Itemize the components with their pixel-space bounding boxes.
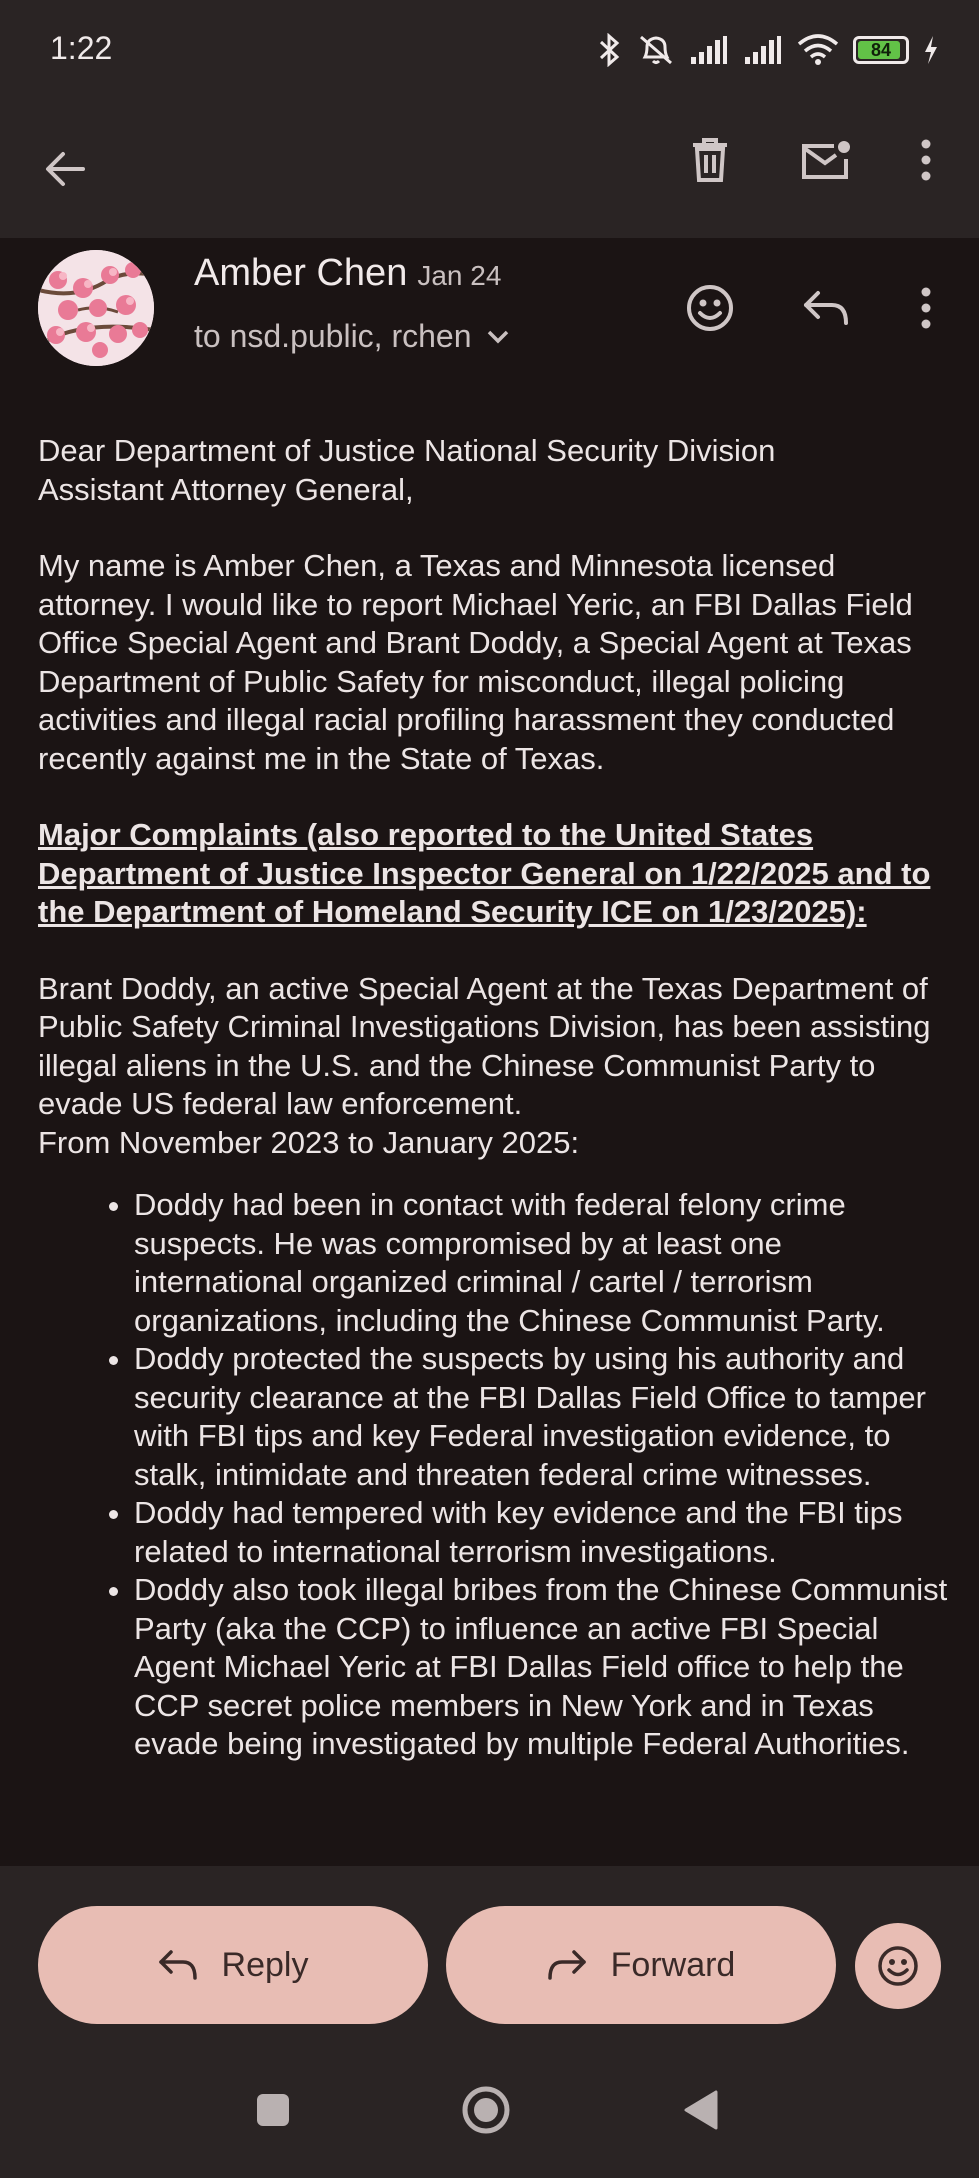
emoji-icon [876,1944,920,1988]
forward-label: Forward [610,1945,736,1984]
mark-unread-button[interactable] [791,125,861,195]
reply-button[interactable] [38,1906,428,2024]
more-vert-icon [920,286,932,330]
bottom-action-bar [0,1866,979,2042]
battery-icon [853,36,909,64]
complaint-list [38,1186,948,1764]
reply-icon-button[interactable] [791,273,861,343]
greeting [38,432,948,509]
recents-button[interactable] [238,2075,308,2145]
signal-icon [743,35,783,65]
square-icon [255,2092,291,2128]
app-bar [0,100,979,238]
email-date: Jan 24 [417,260,502,291]
home-button[interactable] [451,2075,521,2145]
sender-header [0,238,979,388]
forward-button[interactable] [446,1906,836,2024]
reply-label: Reply [221,1945,309,1984]
body-paragraph: Brant Doddy, an active Special Agent at the Texas Department of Public Safety Criminal Investigations Division, has been assisting illegal aliens in the U.S. and the Chinese Communist Party to evade US federal law enforcement. [38,970,931,1121]
charging-icon [923,35,939,65]
greeting-line-2: Assistant Attorney General, [38,471,414,507]
delete-icon [690,137,730,183]
add-reaction-button[interactable] [675,273,745,343]
period-line: From November 2023 to January 2025: [38,1124,580,1160]
system-nav-bar [0,2042,979,2178]
sender-name [194,252,501,295]
status-icons [597,30,939,70]
recipients[interactable] [194,318,510,355]
react-button[interactable] [855,1923,941,2009]
delete-button[interactable] [675,125,745,195]
emoji-icon [685,283,735,333]
signal-icon [689,35,729,65]
more-options-button[interactable] [891,125,961,195]
mute-icon [637,33,675,67]
intro-paragraph: My name is Amber Chen, a Texas and Minnesota licensed attorney. I would like to report Michael Yeric, an FBI Dallas Field Office Special Agent and Brant Doddy, a Special Agent at Texas Department of Public Safety for misconduct, illegal policing activities and illegal racial profiling harassment they conducted recently against me in the State of Texas. [38,548,913,776]
wifi-icon [797,34,839,66]
reply-icon [802,289,850,327]
bluetooth-icon [597,33,623,67]
list-item: • Doddy also took illegal bribes from the Chinese Communist Party (aka the CCP) to influence an active FBI Special Agent Michael Yeric at FBI Dallas Field office to help the CCP secret police members in New York and in Texas evade being investigated by multiple Federal Authorities. [134,1571,948,1764]
status-time: 1:22 [50,30,113,66]
status-bar [0,0,979,100]
back-arrow-icon [43,149,87,189]
cherry-blossom-avatar-image [38,250,154,366]
avatar[interactable] [38,250,154,366]
reply-icon [158,1949,198,1981]
sender-name-text: Amber Chen [194,252,408,294]
list-item: • Doddy protected the suspects by using his authority and security clearance at the FBI Dallas Field Office to tamper with FBI tips and key Federal investigation evidence, to stalk, intimidate and threaten federal crime witnesses. [134,1340,948,1494]
circle-icon [460,2084,512,2136]
back-nav-button[interactable] [665,2075,735,2145]
battery-level: 84 [870,39,892,60]
recipients-text: to nsd.public, rchen [194,318,472,354]
more-vert-icon [920,138,932,182]
back-button[interactable] [30,134,100,204]
greeting-line-1: Dear Department of Justice National Security Division [38,433,776,468]
list-item: • Doddy had tempered with key evidence and the FBI tips related to international terrorism investigations. [134,1494,948,1571]
complaints-heading: Major Complaints (also reported to the United States Department of Justice Inspector General on 1/22/2025 and to the Department of Homeland Security ICE on 1/23/2025): [38,817,931,929]
triangle-back-icon [680,2088,720,2132]
list-item: • Doddy had been in contact with federal felony crime suspects. He was compromised by at least one international organized criminal / cartel / terrorism organizations, including the Chinese Communist Party. [134,1186,948,1340]
message-more-button[interactable] [891,273,961,343]
forward-icon [547,1949,587,1981]
chevron-down-icon [486,329,510,345]
email-body [38,432,948,1764]
mark-unread-icon [800,139,852,181]
